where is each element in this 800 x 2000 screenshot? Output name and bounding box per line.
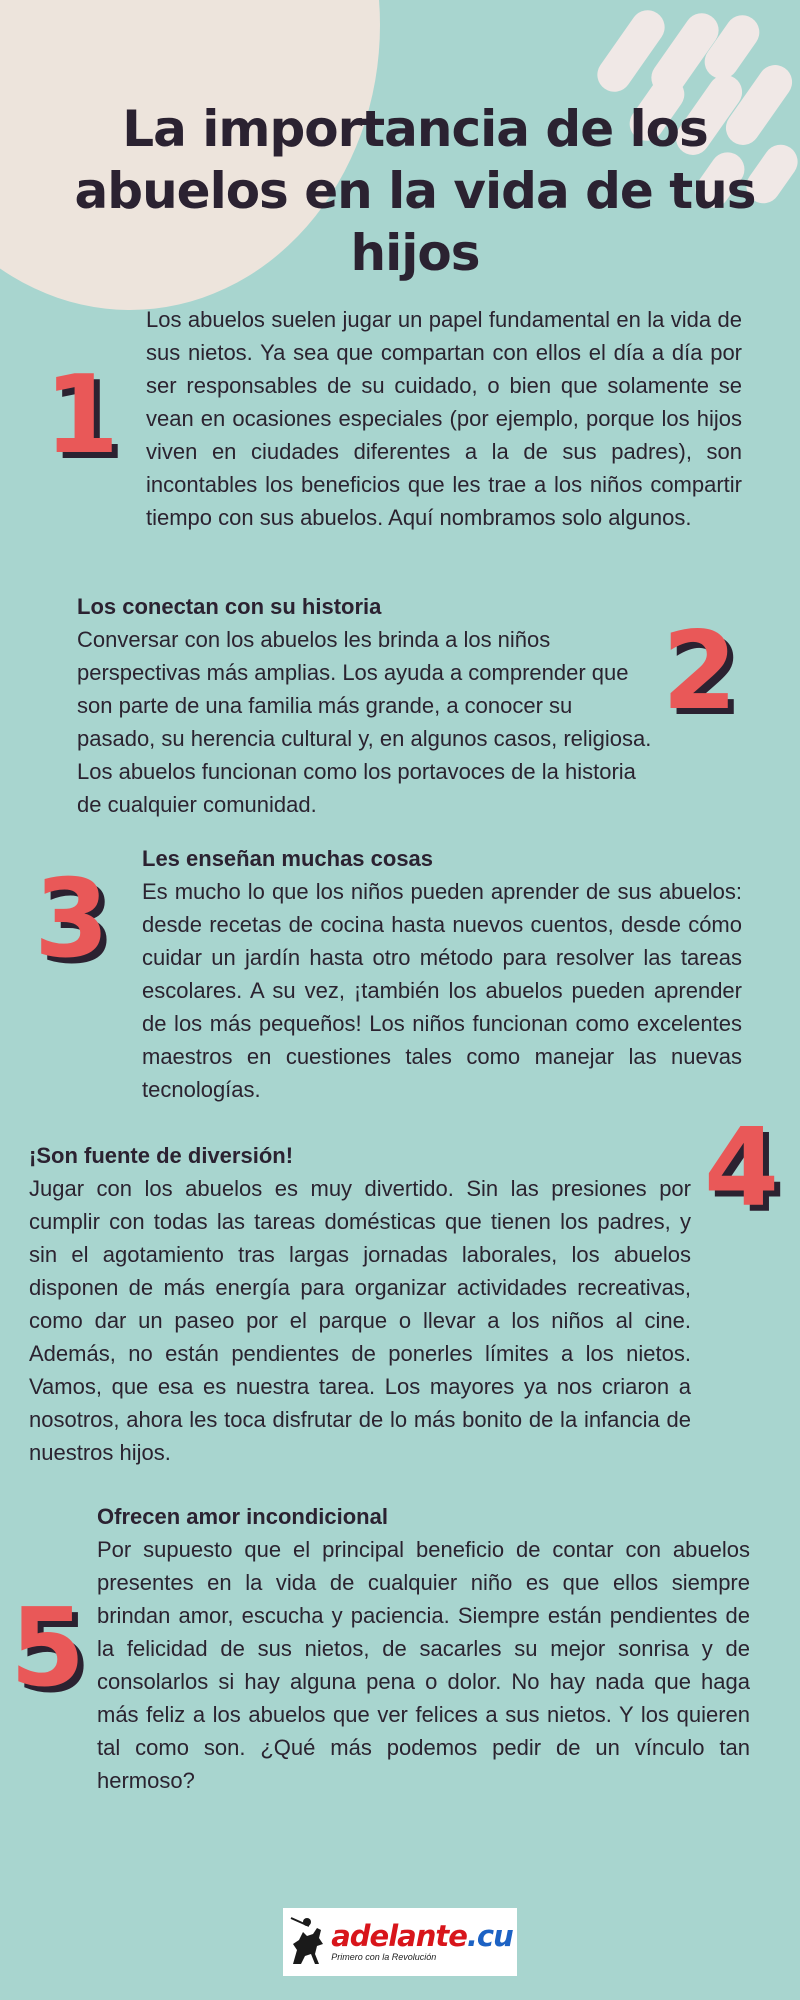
section-2-text: Conversar con los abuelos les brinda a los niños perspectivas más amplias. Los ayuda a comprender que son parte de una familia más grande, a conocer su pasado, su herencia cultural y, en algunos casos, religiosa. Los abuelos funcionan como los portavoces de la historia de cualquier comunidad.: [77, 627, 652, 817]
section-5-text: Por supuesto que el principal beneficio de contar con abuelos presentes en la vida de cualquier niño es que ellos siempre brindan amor, escucha y paciencia. Siempre están pendientes de la felicidad de sus nietos, de sacarles su mejor sonrisa y de consolarlos si hay alguna pena o dolor. No hay nada que haga más feliz a los abuelos que ver felices a sus nietos. Y los quieren tal como son. ¿Qué más podemos pedir de un vínculo tan hermoso?: [97, 1537, 750, 1793]
section-3-heading: Les enseñan muchas cosas: [142, 846, 434, 871]
section-3: [142, 842, 742, 1106]
section-number-3: 3: [34, 857, 110, 982]
logo-tld: .cu: [466, 1919, 513, 1953]
section-4: [29, 1139, 691, 1469]
logo-brand: adelante: [331, 1919, 467, 1953]
section-2: [77, 590, 652, 821]
adelante-logo[interactable]: [283, 1908, 517, 1976]
section-number-5: 5: [10, 1586, 86, 1711]
horse-rider-icon: [287, 1914, 327, 1970]
logo-wordmark: [331, 1919, 513, 1953]
section-number-1: 1: [44, 353, 120, 478]
section-4-heading: ¡Son fuente de diversión!: [29, 1143, 294, 1168]
section-5: [97, 1500, 750, 1797]
section-1-text: Los abuelos suelen jugar un papel fundamental en la vida de sus nietos. Ya sea que compartan con ellos el día a día por ser responsables de su cuidado, o bien que solamente se vean en ocasiones especiales (por ejemplo, porque los hijos viven en ciudades diferentes a la de sus padres), son incontables los beneficios que les trae a los niños compartir tiempo con sus abuelos. Aquí nombramos solo algunos.: [146, 307, 742, 530]
section-2-heading: Los conectan con su historia: [77, 594, 382, 619]
section-3-text: Es mucho lo que los niños pueden aprender de sus abuelos: desde recetas de cocina hasta nuevos cuentos, desde cómo cuidar un jardín hasta otro método para resolver las tareas escolares. A su vez, ¡también los abuelos pueden aprender de los más pequeños! Los niños funcionan como excelentes maestros en cuestiones tales como manejar las nuevas tecnologías.: [142, 879, 742, 1102]
page-title: La importancia de los abuelos en la vida de tus hijos: [74, 100, 756, 282]
section-1: [146, 303, 742, 534]
logo-tagline: Primero con la Revolución: [331, 1952, 437, 1962]
section-number-4: 4: [704, 1106, 780, 1231]
section-4-text: Jugar con los abuelos es muy divertido. Sin las presiones por cumplir con todas las tareas domésticas que tienen los padres, y sin el agotamiento tras largas jornadas laborales, los abuelos disponen de más energía para organizar actividades recreativas, como dar un paseo por el parque o llevar a los niños al cine. Además, no están pendientes de ponerles límites a los nietos. Vamos, que esa es nuestra tarea. Los mayores ya nos criaron a nosotros, ahora les toca disfrutar de lo más bonito de la infancia de nuestros hijos.: [29, 1176, 691, 1465]
section-number-2: 2: [662, 609, 738, 734]
section-5-heading: Ofrecen amor incondicional: [97, 1504, 388, 1529]
